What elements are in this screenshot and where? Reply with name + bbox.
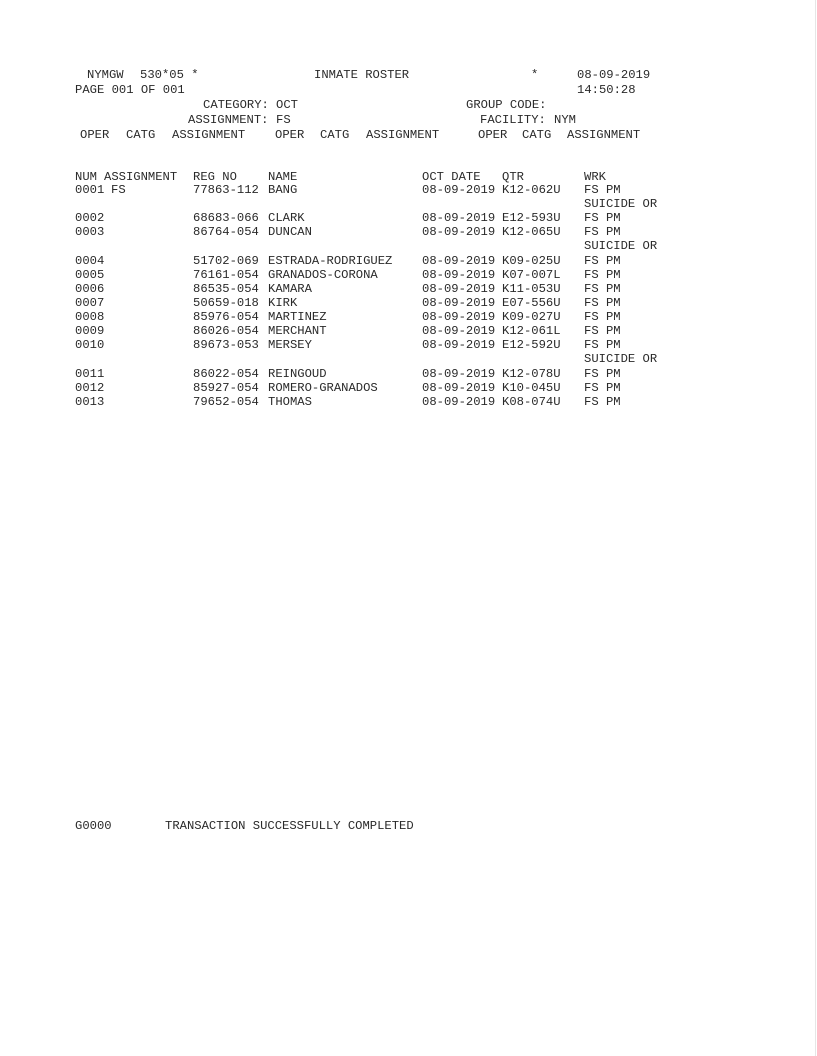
row-oct-date: 08-09-2019 <box>422 310 496 324</box>
group-code-label: GROUP CODE: <box>466 98 547 112</box>
row-wrk: FS PM <box>584 225 621 239</box>
row-name: KIRK <box>268 296 298 310</box>
row-assignment: FS <box>111 183 126 197</box>
row-extra: SUICIDE OR <box>584 352 658 366</box>
row-num: 0009 <box>75 324 105 338</box>
assignment-value: FS <box>276 113 291 127</box>
catg-col-3: CATG <box>522 128 552 142</box>
row-name: MERSEY <box>268 338 312 352</box>
row-reg-no: 77863-112 <box>193 183 259 197</box>
row-reg-no: 68683-066 <box>193 211 259 225</box>
row-qtr: K12-062U <box>502 183 561 197</box>
row-oct-date: 08-09-2019 <box>422 211 496 225</box>
row-reg-no: 86022-054 <box>193 367 259 381</box>
row-num: 0004 <box>75 254 105 268</box>
row-qtr: K11-053U <box>502 282 561 296</box>
row-qtr: E12-592U <box>502 338 561 352</box>
assignment-col-1: ASSIGNMENT <box>172 128 246 142</box>
status-message: TRANSACTION SUCCESSFULLY COMPLETED <box>165 819 414 833</box>
row-name: KAMARA <box>268 282 312 296</box>
row-wrk: FS PM <box>584 324 621 338</box>
row-reg-no: 50659-018 <box>193 296 259 310</box>
catg-col-2: CATG <box>320 128 350 142</box>
page-indicator: PAGE 001 OF 001 <box>75 83 185 97</box>
row-oct-date: 08-09-2019 <box>422 268 496 282</box>
report-date: 08-09-2019 <box>577 68 651 82</box>
row-oct-date: 08-09-2019 <box>422 395 496 409</box>
row-name: ROMERO-GRANADOS <box>268 381 378 395</box>
row-qtr: K09-025U <box>502 254 561 268</box>
row-oct-date: 08-09-2019 <box>422 338 496 352</box>
row-wrk: FS PM <box>584 211 621 225</box>
row-name: ESTRADA-RODRIGUEZ <box>268 254 393 268</box>
row-qtr: K12-061L <box>502 324 561 338</box>
category-value: OCT <box>276 98 298 112</box>
row-name: CLARK <box>268 211 305 225</box>
row-name: REINGOUD <box>268 367 327 381</box>
row-name: GRANADOS-CORONA <box>268 268 378 282</box>
row-oct-date: 08-09-2019 <box>422 296 496 310</box>
row-num: 0006 <box>75 282 105 296</box>
row-reg-no: 86026-054 <box>193 324 259 338</box>
row-num: 0008 <box>75 310 105 324</box>
col-header-num: NUM <box>75 170 97 184</box>
catg-col-1: CATG <box>126 128 156 142</box>
row-num: 0011 <box>75 367 105 381</box>
row-qtr: K07-007L <box>502 268 561 282</box>
col-header-reg-no: REG NO <box>193 170 237 184</box>
row-oct-date: 08-09-2019 <box>422 367 496 381</box>
row-reg-no: 79652-054 <box>193 395 259 409</box>
row-qtr: K12-078U <box>502 367 561 381</box>
row-num: 0003 <box>75 225 105 239</box>
row-wrk: FS PM <box>584 282 621 296</box>
row-reg-no: 76161-054 <box>193 268 259 282</box>
row-reg-no: 86535-054 <box>193 282 259 296</box>
row-name: MERCHANT <box>268 324 327 338</box>
row-wrk: FS PM <box>584 381 621 395</box>
row-qtr: E12-593U <box>502 211 561 225</box>
row-oct-date: 08-09-2019 <box>422 254 496 268</box>
facility-label: FACILITY: <box>480 113 546 127</box>
row-oct-date: 08-09-2019 <box>422 183 496 197</box>
row-wrk: FS PM <box>584 183 621 197</box>
row-num: 0005 <box>75 268 105 282</box>
row-oct-date: 08-09-2019 <box>422 282 496 296</box>
status-code: G0000 <box>75 819 112 833</box>
report-time: 14:50:28 <box>577 83 636 97</box>
oper-col-2: OPER <box>275 128 305 142</box>
col-header-oct-date: OCT DATE <box>422 170 481 184</box>
row-num: 0007 <box>75 296 105 310</box>
row-reg-no: 86764-054 <box>193 225 259 239</box>
page-title: INMATE ROSTER <box>314 68 410 82</box>
row-oct-date: 08-09-2019 <box>422 225 496 239</box>
facility-value: NYM <box>554 113 576 127</box>
row-num: 0002 <box>75 211 105 225</box>
assignment-label: ASSIGNMENT: <box>188 113 269 127</box>
row-reg-no: 51702-069 <box>193 254 259 268</box>
row-reg-no: 85976-054 <box>193 310 259 324</box>
row-qtr: K08-074U <box>502 395 561 409</box>
category-label: CATEGORY: <box>203 98 269 112</box>
row-qtr: E07-556U <box>502 296 561 310</box>
row-num: 0013 <box>75 395 105 409</box>
row-wrk: FS PM <box>584 310 621 324</box>
assignment-col-3: ASSIGNMENT <box>567 128 641 142</box>
row-wrk: FS PM <box>584 395 621 409</box>
row-oct-date: 08-09-2019 <box>422 381 496 395</box>
oper-col-1: OPER <box>80 128 110 142</box>
row-qtr: K09-027U <box>502 310 561 324</box>
col-header-wrk: WRK <box>584 170 606 184</box>
header-star: * <box>531 68 539 82</box>
screen-code: 530*05 * <box>140 68 199 82</box>
row-reg-no: 85927-054 <box>193 381 259 395</box>
row-qtr: K10-045U <box>502 381 561 395</box>
col-header-name: NAME <box>268 170 298 184</box>
row-num: 0001 <box>75 183 105 197</box>
row-extra: SUICIDE OR <box>584 197 658 211</box>
col-header-assignment: ASSIGNMENT <box>104 170 178 184</box>
oper-col-3: OPER <box>478 128 508 142</box>
row-name: DUNCAN <box>268 225 312 239</box>
scan-edge <box>815 0 816 1056</box>
row-reg-no: 89673-053 <box>193 338 259 352</box>
row-num: 0010 <box>75 338 105 352</box>
row-wrk: FS PM <box>584 254 621 268</box>
col-header-qtr: QTR <box>502 170 524 184</box>
row-extra: SUICIDE OR <box>584 239 658 253</box>
assignment-col-2: ASSIGNMENT <box>366 128 440 142</box>
row-wrk: FS PM <box>584 338 621 352</box>
row-name: THOMAS <box>268 395 312 409</box>
row-name: BANG <box>268 183 298 197</box>
row-num: 0012 <box>75 381 105 395</box>
system-code: NYMGW <box>87 68 124 82</box>
row-wrk: FS PM <box>584 268 621 282</box>
row-oct-date: 08-09-2019 <box>422 324 496 338</box>
row-qtr: K12-065U <box>502 225 561 239</box>
row-wrk: FS PM <box>584 367 621 381</box>
row-name: MARTINEZ <box>268 310 327 324</box>
row-wrk: FS PM <box>584 296 621 310</box>
